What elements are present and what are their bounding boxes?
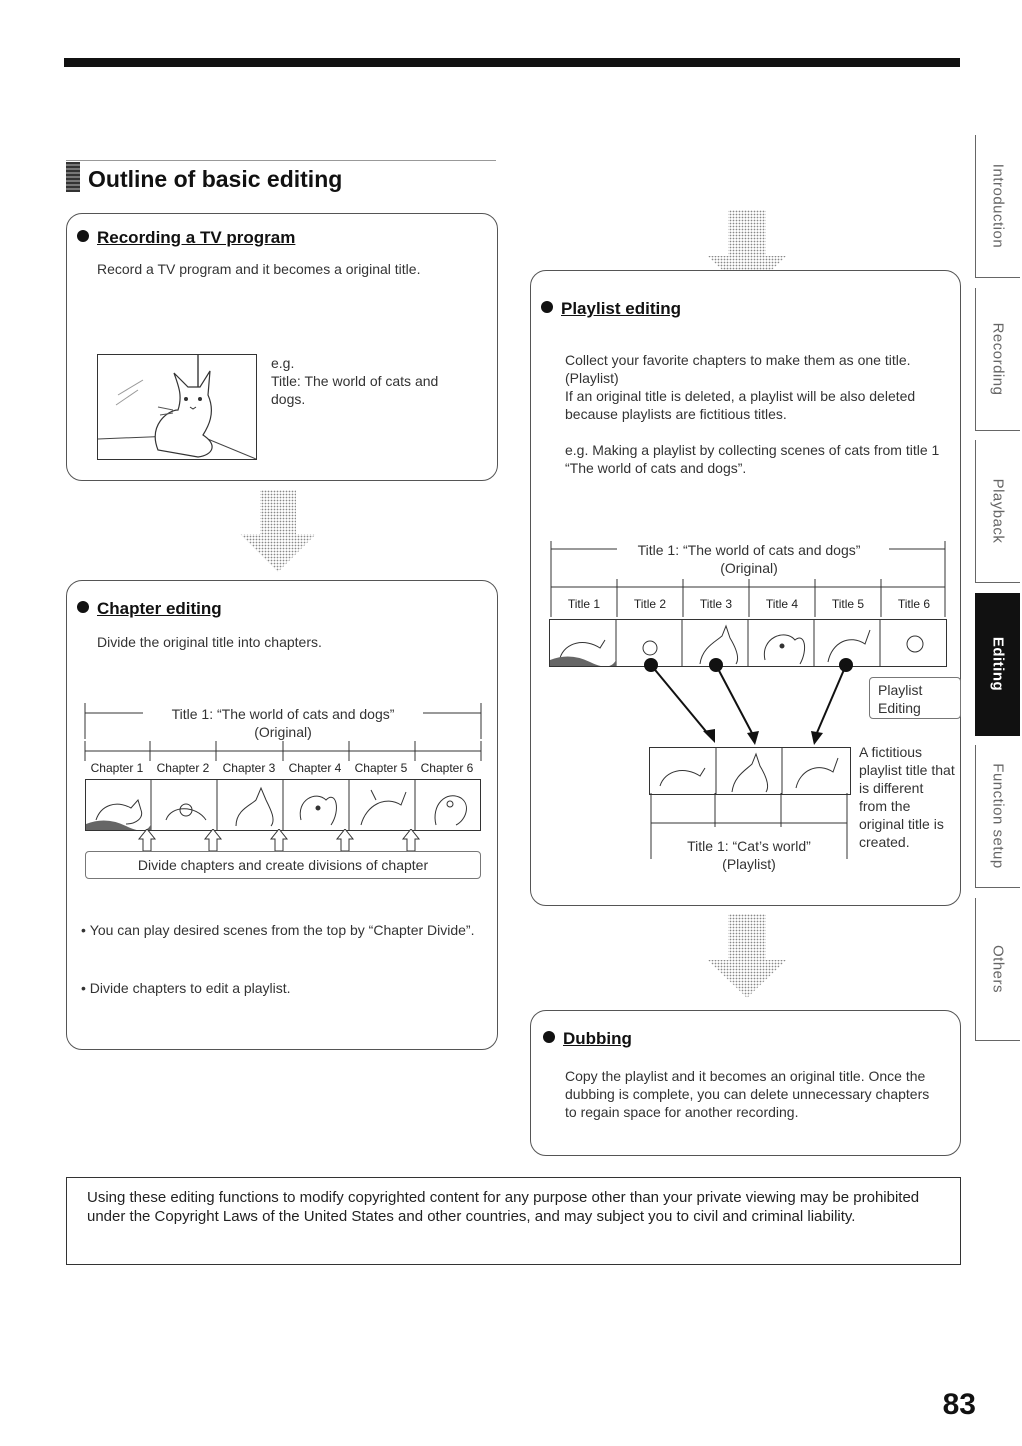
chapter-label: Chapter 4 xyxy=(288,761,342,775)
arrow-down-icon xyxy=(240,490,316,572)
chapter-label: Chapter 5 xyxy=(354,761,408,775)
title-label: Title 5 xyxy=(831,597,865,611)
title-label: Title 1 xyxy=(567,597,601,611)
chapter-note: • Divide chapters to edit a playlist. xyxy=(81,980,291,996)
playlist-body: Collect your favorite chapters to make them as one title. (Playlist) xyxy=(565,352,911,386)
tab-editing[interactable]: Editing xyxy=(975,593,1020,736)
playlist-body: If an original title is deleted, a playlist will be also deleted because playlists are fictitious titles. xyxy=(565,388,916,422)
bullet-icon xyxy=(541,301,553,313)
chapter-divider-arrows xyxy=(83,741,483,761)
chapter-title-label: Title 1: “The world of cats and dogs” xyxy=(171,706,395,722)
dubbing-body: Copy the playlist and it becomes an original title. Once the dubbing is complete, you can delete unnecessary chapters to regain space for another recording. xyxy=(565,1068,930,1120)
tab-others[interactable]: Others xyxy=(975,898,1020,1041)
divide-point-arrows xyxy=(137,829,437,851)
title-rule xyxy=(66,160,496,161)
tab-playback[interactable]: Playback xyxy=(975,440,1020,583)
title-marker-icon xyxy=(66,162,80,192)
playlist-filmstrip xyxy=(649,747,851,795)
chapter-label: Chapter 2 xyxy=(156,761,210,775)
chapter-box xyxy=(66,580,498,1050)
notice-text: Using these editing functions to modify copyrighted content for any purpose other than your private viewing may be prohibited under the Copyright Laws of the United States and other countries, and may subject you to civil and criminal liability. xyxy=(87,1189,920,1225)
cat-image xyxy=(97,354,257,460)
cats-world-label: Title 1: “Cat’s world” xyxy=(687,838,811,854)
playlist-original-label: (Original) xyxy=(720,560,778,576)
playlist-editing-callout xyxy=(869,677,961,719)
arrow-down-icon xyxy=(708,914,786,998)
selection-arrows xyxy=(631,655,871,749)
example-label: e.g. xyxy=(271,355,295,371)
page-number: 83 xyxy=(942,1388,976,1421)
chapter-filmstrip xyxy=(85,779,481,831)
title-label: Title 6 xyxy=(897,597,931,611)
playlist-title-label: Title 1: “The world of cats and dogs” xyxy=(637,542,861,558)
callout-text: Playlist Editing xyxy=(878,682,923,716)
dubbing-heading: Dubbing xyxy=(543,1029,632,1049)
dubbing-box xyxy=(530,1010,961,1156)
chapter-label: Chapter 3 xyxy=(222,761,276,775)
chapter-heading: Chapter editing xyxy=(77,599,222,619)
playlist-example: e.g. Making a playlist by collecting scenes of cats from title 1 “The world of cats and dogs”. xyxy=(565,442,940,476)
tab-function-setup[interactable]: Function setup xyxy=(975,745,1020,888)
recording-heading: Recording a TV program xyxy=(77,228,295,248)
playlist-label: (Playlist) xyxy=(722,856,776,872)
recording-body: Record a TV program and it becomes a original title. xyxy=(97,261,421,277)
chapter-label: Chapter 1 xyxy=(90,761,144,775)
example-title: Title: The world of cats and dogs. xyxy=(271,373,439,407)
recording-box xyxy=(66,213,498,481)
bullet-icon xyxy=(543,1031,555,1043)
divide-caption-box xyxy=(85,851,481,879)
chapter-original-label: (Original) xyxy=(254,724,312,740)
tab-introduction[interactable]: Introduction xyxy=(975,135,1020,278)
tab-recording[interactable]: Recording xyxy=(975,288,1020,431)
page-title: Outline of basic editing xyxy=(88,166,343,192)
chapter-body: Divide the original title into chapters. xyxy=(97,634,322,650)
top-rule xyxy=(64,58,960,67)
bullet-icon xyxy=(77,601,89,613)
fictitious-note: A fictitious playlist title that is different from the original title is created. xyxy=(859,744,955,850)
chapter-note: • You can play desired scenes from the top by “Chapter Divide”. xyxy=(81,922,475,938)
title-label: Title 4 xyxy=(765,597,799,611)
section-title xyxy=(66,158,496,198)
copyright-notice xyxy=(66,1177,961,1265)
playlist-box xyxy=(530,270,961,906)
playlist-heading: Playlist editing xyxy=(541,299,681,319)
divide-caption: Divide chapters and create divisions of chapter xyxy=(137,857,429,873)
chapter-label: Chapter 6 xyxy=(420,761,474,775)
title-label: Title 2 xyxy=(633,597,667,611)
bullet-icon xyxy=(77,230,89,242)
title-label: Title 3 xyxy=(699,597,733,611)
